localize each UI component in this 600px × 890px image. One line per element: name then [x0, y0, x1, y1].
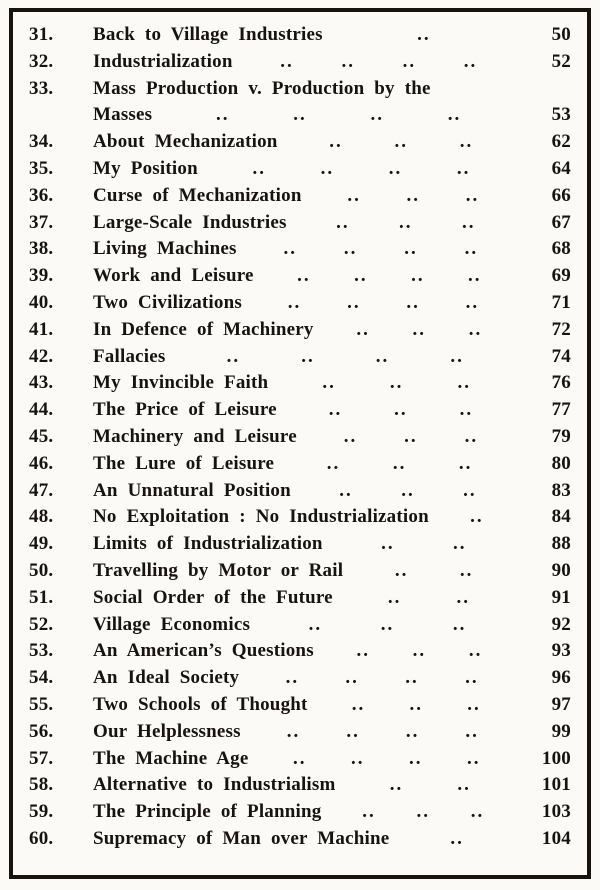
leader-dot-group: ..: [409, 747, 423, 769]
toc-entry-number: 56.: [29, 720, 54, 742]
toc-row: [29, 51, 571, 78]
leader-dot-group: ..: [458, 452, 473, 474]
toc-entry-title: Back to Village Industries: [93, 24, 323, 45]
toc-page-number: 50: [551, 24, 571, 45]
toc-page-number: 99: [551, 720, 571, 742]
leader-dot-group: ..: [462, 211, 476, 233]
toc-entry-title: Masses: [93, 104, 153, 126]
toc-entry-title: Supremacy of Man over Machine: [93, 827, 390, 849]
toc-entry-number: 50.: [29, 559, 54, 581]
toc-leader-dots: [198, 158, 525, 180]
toc-entry-number: 49.: [29, 533, 54, 555]
toc-row: [29, 212, 571, 239]
leader-dot-group: ..: [226, 345, 241, 367]
toc-entry-title: Industrialization: [93, 50, 233, 72]
leader-dot-group: ..: [459, 559, 474, 581]
leader-dot-group: ..: [354, 265, 368, 287]
toc-page-number: 76: [551, 372, 571, 394]
leader-dot-group: ..: [470, 801, 485, 823]
leader-dot-group: ..: [346, 720, 360, 742]
toc-leader-dots: [308, 694, 525, 716]
leader-dot-group: ..: [283, 238, 298, 260]
toc-page-number: 77: [551, 399, 571, 421]
leader-dot-group: ..: [463, 50, 478, 72]
toc-page-number: 74: [551, 345, 571, 367]
leader-dot-group: ..: [301, 345, 315, 367]
toc-row: [29, 426, 571, 453]
leader-dot-group: ..: [293, 104, 307, 126]
toc-row: [29, 640, 571, 667]
leader-dot-group: ..: [467, 747, 481, 769]
toc-leader-dots: [314, 640, 525, 662]
toc-entry-title: Limits of Industrialization: [93, 533, 323, 555]
leader-dot-group: ..: [467, 693, 481, 715]
leader-dot-group: ..: [216, 104, 230, 126]
leader-dot-group: ..: [402, 50, 417, 72]
leader-dot-group: ..: [336, 211, 350, 233]
toc-page-number: 64: [551, 157, 571, 179]
toc-row: [29, 346, 571, 373]
leader-dot-group: ..: [345, 667, 359, 689]
leader-dot-group: ..: [456, 586, 470, 608]
toc-entry-title: Living Machines: [93, 238, 237, 260]
toc-entry-title: An Unnatural Position: [93, 479, 291, 501]
leader-dot-group: ..: [450, 345, 464, 367]
leader-dot-group: ..: [405, 720, 420, 742]
toc-entry-number: 34.: [29, 131, 54, 153]
toc-page-number: 67: [551, 211, 571, 233]
toc-entry-number: 45.: [29, 425, 54, 447]
leader-dot-group: ..: [465, 291, 480, 313]
toc-entry-number: 38.: [29, 238, 54, 260]
leader-dot-group: ..: [394, 131, 409, 153]
toc-entry-number: 33.: [29, 77, 54, 99]
toc-entry-number: 55.: [29, 693, 54, 715]
toc-entry-title: In Defence of Machinery: [93, 318, 314, 340]
toc-leader-dots: [314, 319, 525, 341]
leader-dot-group: ..: [387, 586, 402, 608]
toc-page-number: 97: [551, 693, 571, 715]
toc-entry-number: 36.: [29, 184, 54, 206]
leader-dot-group: ..: [356, 640, 370, 662]
toc-entry-title: Machinery and Leisure: [93, 425, 297, 447]
toc-page-number: 88: [551, 533, 571, 555]
leader-dot-group: ..: [406, 184, 421, 206]
toc-page-number: 62: [551, 131, 571, 153]
toc-entry-number: 52.: [29, 613, 54, 635]
toc-leader-dots: [237, 238, 525, 260]
toc-entry-title: Work and Leisure: [93, 265, 254, 287]
toc-entry-title: My Invincible Faith: [93, 372, 269, 394]
toc-row: [29, 748, 571, 775]
leader-dot-group: ..: [343, 425, 358, 447]
toc-leader-dots: [152, 104, 525, 126]
toc-leader-dots: [254, 265, 525, 287]
toc-row: [29, 104, 571, 131]
toc-row: [29, 319, 571, 346]
toc-page-number: 93: [551, 640, 571, 662]
toc-entry-number: 42.: [29, 345, 54, 367]
page-frame: [9, 8, 591, 879]
toc-entry-title: No Exploitation : No Industrialization: [93, 506, 429, 528]
toc-row: [29, 774, 571, 801]
toc-row: [29, 372, 571, 399]
toc-page-number: 100: [541, 747, 571, 769]
leader-dot-group: ..: [394, 559, 409, 581]
leader-dot-group: ..: [392, 452, 407, 474]
toc-leader-dots: [277, 399, 525, 421]
toc-entry-title: Large-Scale Industries: [93, 211, 287, 233]
toc-entry-number: 47.: [29, 479, 54, 501]
toc-row: [29, 721, 571, 748]
toc-row: [29, 614, 571, 641]
toc-entry-title: Our Helplessness: [93, 720, 241, 742]
leader-dot-group: ..: [457, 774, 471, 796]
leader-dot-group: ..: [280, 50, 294, 72]
toc-entry-number: 59.: [29, 801, 54, 823]
toc-row: [29, 131, 571, 158]
toc-page-number: 79: [551, 425, 571, 447]
leader-dot-group: ..: [405, 667, 419, 689]
toc-leader-dots: [250, 614, 525, 636]
toc-page-number: 101: [541, 774, 571, 796]
toc-leader-dots: [278, 131, 525, 153]
leader-dot-group: ..: [465, 184, 480, 206]
toc-leader-dots: [333, 587, 525, 609]
leader-dot-group: ..: [456, 157, 471, 179]
toc-entry-number: 41.: [29, 318, 54, 340]
toc-row: [29, 158, 571, 185]
leader-dot-group: ..: [412, 640, 427, 662]
toc-entry-title: Two Civilizations: [93, 291, 242, 313]
toc-entry-number: 53.: [29, 640, 54, 662]
toc-leader-dots: [249, 748, 526, 770]
toc-row: [29, 292, 571, 319]
leader-dot-group: ..: [409, 693, 424, 715]
leader-dot-group: ..: [343, 238, 358, 260]
leader-dot-group: ..: [347, 291, 361, 313]
toc-leader-dots: [166, 346, 525, 368]
toc-row: [29, 533, 571, 560]
toc-row: [29, 265, 571, 292]
toc-row: [29, 480, 571, 507]
leader-dot-group: ..: [406, 291, 420, 313]
toc-entry-title: Social Order of the Future: [93, 586, 333, 608]
leader-dot-group: ..: [286, 720, 301, 742]
leader-dot-group: ..: [468, 318, 483, 340]
toc-page-number: 96: [551, 667, 571, 689]
leader-dot-group: ..: [351, 693, 366, 715]
toc-entry-number: 32.: [29, 50, 54, 72]
leader-dot-group: ..: [412, 318, 427, 340]
toc-leader-dots: [297, 426, 525, 448]
leader-dot-group: ..: [394, 399, 408, 421]
toc-entry-number: 60.: [29, 827, 54, 849]
leader-dot-group: ..: [285, 667, 300, 689]
leader-dot-group: ..: [293, 747, 307, 769]
leader-dot-group: ..: [339, 479, 353, 501]
leader-dot-group: ..: [252, 157, 266, 179]
leader-dot-group: ..: [351, 747, 365, 769]
toc-row: [29, 185, 571, 212]
toc-entry-title: The Principle of Planning: [93, 801, 322, 823]
toc-leader-dots: [274, 453, 525, 475]
toc-leader-dots: [343, 560, 525, 582]
toc-page-number: 83: [551, 479, 571, 501]
leader-dot-group: ..: [465, 667, 479, 689]
leader-dot-group: ..: [417, 24, 431, 45]
leader-dot-group: ..: [457, 372, 471, 394]
toc-entry-number: 31.: [29, 24, 54, 45]
toc-entry-title: Alternative to Industrialism: [93, 774, 336, 796]
leader-dot-group: ..: [362, 801, 376, 823]
leader-dot-group: ..: [389, 372, 404, 394]
leader-dot-group: ..: [326, 452, 341, 474]
toc-page-number: 72: [551, 318, 571, 340]
toc-row: [29, 238, 571, 265]
toc-entry-number: 51.: [29, 586, 54, 608]
toc-entry-title: Curse of Mechanization: [93, 184, 302, 206]
leader-dot-group: ..: [370, 104, 384, 126]
toc-row: [29, 24, 571, 51]
leader-dot-group: ..: [399, 211, 413, 233]
leader-dot-group: ..: [404, 425, 418, 447]
toc-page-number: 92: [551, 613, 571, 635]
toc-page-number: 91: [551, 586, 571, 608]
toc-entry-number: 58.: [29, 774, 54, 796]
toc-leader-dots: [322, 801, 526, 823]
toc-leader-dots: [239, 667, 525, 689]
toc-entry-number: 48.: [29, 506, 54, 528]
toc-row: [29, 78, 571, 105]
toc-entry-number: 57.: [29, 747, 54, 769]
toc-entry-title: Village Economics: [93, 613, 251, 635]
leader-dot-group: ..: [464, 238, 479, 260]
leader-dot-group: ..: [416, 801, 430, 823]
toc-leader-dots: [242, 292, 525, 314]
leader-dot-group: ..: [404, 238, 418, 260]
toc-page-number: 80: [551, 452, 571, 474]
leader-dot-group: ..: [452, 613, 467, 635]
leader-dot-group: ..: [375, 345, 390, 367]
toc-leader-dots: [389, 828, 525, 850]
leader-dot-group: ..: [380, 613, 395, 635]
toc-list: [13, 12, 587, 855]
toc-leader-dots: [241, 721, 525, 743]
toc-entry-title: My Position: [93, 157, 198, 179]
toc-row: [29, 667, 571, 694]
leader-dot-group: ..: [389, 774, 404, 796]
leader-dot-group: ..: [328, 399, 343, 421]
leader-dot-group: ..: [459, 131, 474, 153]
toc-entry-number: 40.: [29, 291, 54, 313]
leader-dot-group: ..: [297, 265, 311, 287]
toc-entry-title: About Mechanization: [93, 131, 278, 153]
toc-leader-dots: [302, 185, 525, 207]
toc-leader-dots: [323, 533, 525, 555]
leader-dot-group: ..: [356, 318, 370, 340]
toc-page-number: 66: [551, 184, 571, 206]
toc-row: [29, 828, 571, 855]
toc-row: [29, 453, 571, 480]
leader-dot-group: ..: [464, 425, 479, 447]
toc-page-number: 104: [541, 827, 571, 849]
toc-leader-dots: [336, 774, 525, 796]
toc-entry-number: 37.: [29, 211, 54, 233]
leader-dot-group: ..: [322, 372, 336, 394]
toc-row: [29, 506, 571, 533]
leader-dot-group: ..: [411, 265, 425, 287]
leader-dot-group: ..: [401, 479, 415, 501]
leader-dot-group: ..: [459, 399, 474, 421]
toc-leader-dots: [429, 506, 525, 528]
leader-dot-group: ..: [287, 291, 302, 313]
leader-dot-group: ..: [453, 533, 467, 555]
leader-dot-group: ..: [308, 613, 323, 635]
leader-dot-group: ..: [341, 50, 355, 72]
leader-dot-group: ..: [468, 265, 482, 287]
toc-page-number: 103: [541, 801, 571, 823]
toc-page-number: 69: [551, 265, 571, 287]
toc-leader-dots: [233, 51, 525, 73]
leader-dot-group: ..: [381, 533, 395, 555]
toc-entry-number: 43.: [29, 372, 54, 394]
leader-dot-group: ..: [320, 157, 335, 179]
toc-entry-title: The Machine Age: [93, 747, 249, 769]
toc-row: [29, 587, 571, 614]
leader-dot-group: ..: [470, 506, 484, 528]
toc-row: [29, 801, 571, 828]
leader-dot-group: ..: [468, 640, 483, 662]
toc-entry-number: 35.: [29, 157, 54, 179]
leader-dot-group: ..: [450, 827, 464, 849]
toc-entry-number: 54.: [29, 667, 54, 689]
toc-row: [29, 560, 571, 587]
toc-page-number: 90: [551, 559, 571, 581]
toc-page-number: 53: [551, 104, 571, 126]
leader-dot-group: ..: [463, 479, 477, 501]
leader-dot-group: ..: [388, 157, 403, 179]
toc-page-number: 68: [551, 238, 571, 260]
toc-entry-title: An American’s Questions: [93, 640, 314, 662]
toc-entry-title: Fallacies: [93, 345, 166, 367]
toc-entry-number: 46.: [29, 452, 54, 474]
toc-leader-dots: [268, 372, 525, 394]
toc-entry-title: Travelling by Motor or Rail: [93, 559, 344, 581]
toc-row: [29, 694, 571, 721]
toc-leader-dots: [291, 480, 525, 502]
toc-page-number: 84: [551, 506, 571, 528]
leader-dot-group: ..: [465, 720, 479, 742]
toc-entry-title: Mass Production v. Production by the: [93, 77, 431, 99]
toc-entry-title: Two Schools of Thought: [93, 693, 308, 715]
toc-entry-title: An Ideal Society: [93, 667, 240, 689]
toc-leader-dots: [287, 212, 525, 234]
leader-dot-group: ..: [447, 104, 462, 126]
leader-dot-group: ..: [329, 131, 343, 153]
toc-row: [29, 399, 571, 426]
toc-entry-title: The Lure of Leisure: [93, 452, 275, 474]
toc-page-number: 52: [551, 50, 571, 72]
toc-leader-dots: [323, 24, 525, 46]
toc-page-number: 71: [551, 291, 571, 313]
toc-entry-number: 39.: [29, 265, 54, 287]
toc-entry-title: The Price of Leisure: [93, 399, 277, 421]
leader-dot-group: ..: [347, 184, 361, 206]
toc-entry-number: 44.: [29, 399, 54, 421]
